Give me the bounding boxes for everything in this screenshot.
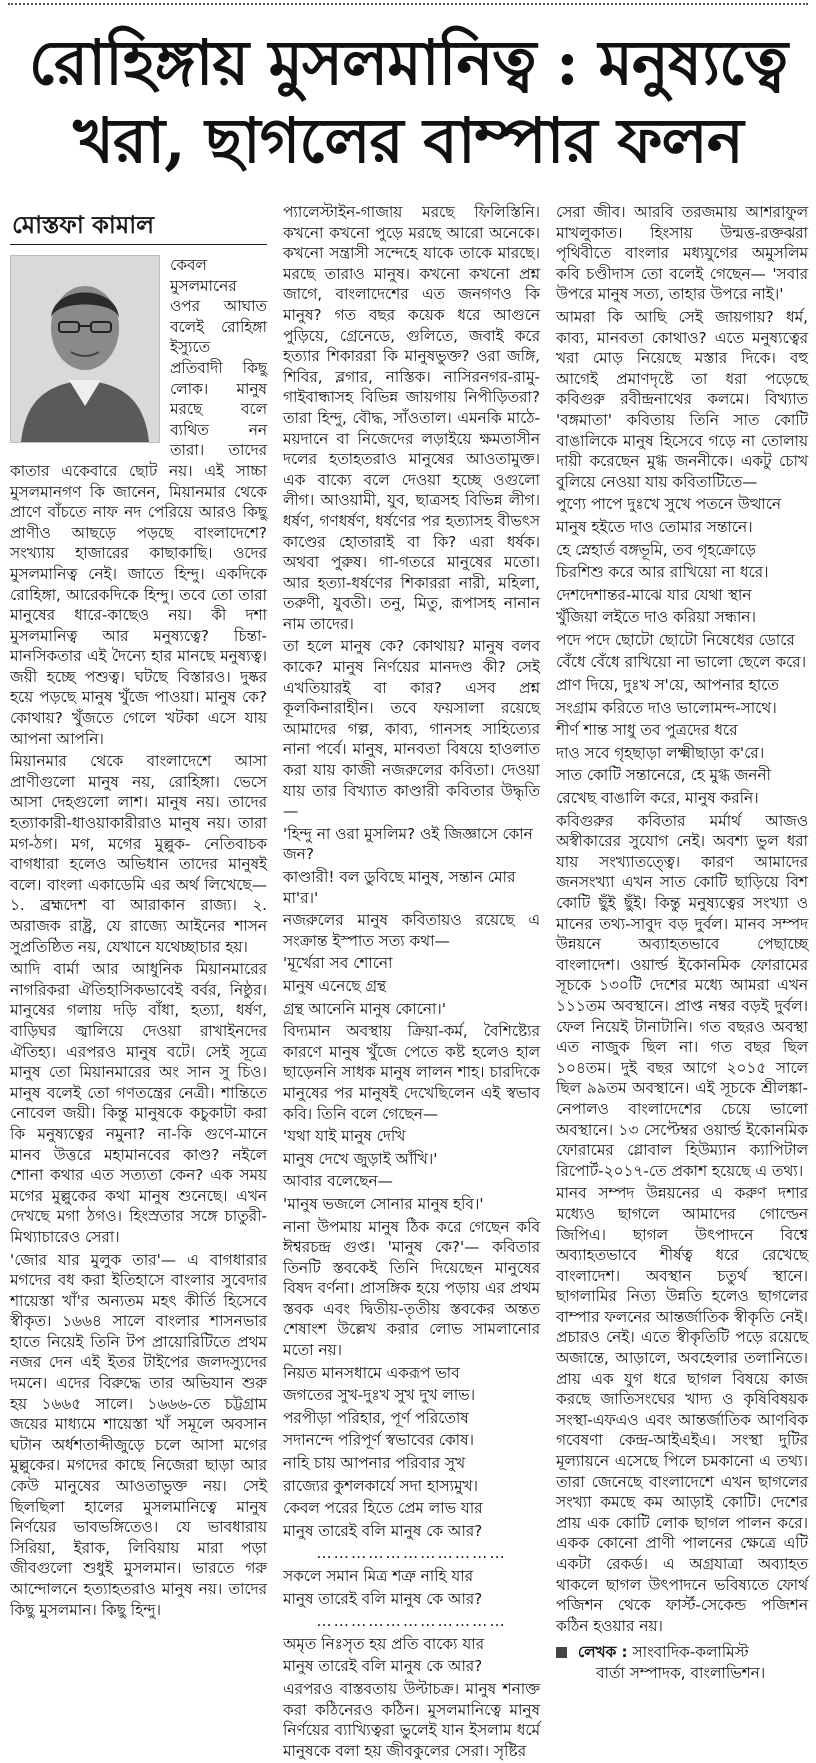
- square-bullet-icon: [556, 1647, 567, 1658]
- col2-poem-line: রাজ্যের কুশলকার্যে সদা হাস্যমুখ।: [283, 1476, 478, 1495]
- top-dotted-rule: [8, 3, 808, 5]
- col2-separator: ……………………………: [316, 1612, 507, 1631]
- col3-poem-line: খুঁজিয়া লইতে দাও করিয়া সন্ধান।: [556, 608, 756, 627]
- col2-quote-line: মানুষ দেখে জুড়াই আঁখি।': [283, 1149, 438, 1168]
- author-photo: [10, 255, 160, 443]
- col2-poem-line: অমৃত নিঃসৃত হয় প্রতি বাক্যে যার: [283, 1634, 484, 1653]
- col3-poem-line: সংগ্রাম করিতে দাও ভালোমন্দ-সাথে।: [556, 698, 777, 717]
- col2-poem-line: নাহি চায় আপনার পরিবার সুখ: [283, 1454, 466, 1473]
- col2-poem-line: কেবল পরের হিতে প্রেম লাভ যার: [283, 1499, 483, 1518]
- col3-poem-line: বেঁধে বেঁধে রাখিয়ো না ভালো ছেলে করে।: [556, 653, 807, 672]
- headline: [10, 24, 806, 180]
- col2-poem-line: পরপীড়া পরিহার, পূর্ণ পরিতোষ: [283, 1408, 469, 1427]
- col2-para-1: প্যালেস্টাইন-গাজায় মরছে ফিলিস্তিনি। কখনো কখনো পুড়ে মরছে আরো অনেকে। কখনো সন্ত্রাসী সন্দেহে যাকে তাকে মারছে। মরছে তারাও মানুষ। কখনো কখনো প্রশ্ন জাগে, বাংলাদেশের এত জনগণও কি মানুষ? গত বছর কয়েক ধরে আগুনে পুড়িয়ে, গ্রেনেডে, গুলিতে, জবাই করে হত্যার শিকাররা কি মানুষভুক্ত? ওরা জঙ্গি, শিবির, ব্লগার, নাস্তিক। নাসিরনগর-রামু-গাইবান্ধাসহ বিভিন্ন জায়গায় নিপীড়িতরা? তারা হিন্দু, বৌদ্ধ, সাঁওতাল। এমনকি মাঠে-ময়দানে বা নিজেদের লড়াইয়ে ক্ষমতাসীন দলের হতাহতরাও মানুষের আওতামুক্ত। এক বাক্যে বলে দেওয়া হচ্ছে ওগুলো লীগ। আওয়ামী, যুব, ছাত্রসহ বিভিন্ন লীগ। ধর্ষণ, গণধর্ষণ, ধর্ষণের পর হত্যাসহ বীভৎস কাণ্ডের হোতারাই বা কি? এরা ধর্ষক। অথবা পুরুষ। গা-গতরে মানুষের মতো। আর হত্যা-ধর্ষণের শিকাররা নারী, মহিলা, তরুণী, যুবতী। তনু, মিতু, রূপাসহ নানান নাম তাদের।: [283, 203, 540, 633]
- col2-mid-text: নজরুলের মানুষ কবিতায়ও রয়েছে এ সংক্রান্ত ইস্পাত সত্য কথা—: [283, 911, 540, 950]
- col2-quote-line: মানুষ এনেছে গ্রন্থ: [283, 976, 387, 995]
- col3-poem-line: পুণ্যে পাপে দুঃখে সুখে পতনে উত্থানে: [556, 495, 782, 514]
- col2-mid-text-2: বিদ্যমান অবস্থায় ক্রিয়া-কর্ম, বৈশিষ্ট্যের কারণে মানুষ খুঁজে পেতে কষ্ট হলেও হাল ছাড়েননি সাধক মানুষ লালন শাহ। চারদিকে মানুষের পর মানুষই দেখেছিলেন এই স্বভাব কবি। তিনি বলে গেছেন—: [283, 1022, 540, 1123]
- col2-poem-line: জগতের সুখ-দুঃখ সুখ দুখ লাভ।: [283, 1386, 476, 1405]
- byline: মোস্তফা কামাল: [12, 210, 155, 239]
- col2-poem-line: মানুষ তারেই বলি মানুষ কে আর?: [283, 1589, 483, 1608]
- column-2: [283, 202, 540, 1763]
- col3-poem-line: রেখেছ বাঙালি করে, মানুষ করনি।: [556, 789, 759, 808]
- headline-line-2: খরা, ছাগলের বাম্পার ফলন: [73, 104, 743, 177]
- credit-label: লেখক :: [577, 1643, 628, 1662]
- col3-poem-line: সাত কোটি সন্তানেরে, হে মুগ্ধ জননী: [556, 766, 771, 785]
- col2-separator: ……………………………: [316, 1544, 507, 1563]
- col3-para-3: কবিগুরুর কবিতার মর্মার্থ আজও অস্বীকারের সুযোগ নেই। অবশ্য ভুল ধরা যায় সংখ্যাতত্ত্বে। কারণ আমাদের জনসংখ্যা এখন সাত কোটি ছাড়িয়ে বিশ কোটি ছুঁই ছুঁই। কিন্তু মনুষ্যত্বের সংখ্যা ও মানের তথ্য-সাবুদ বড় দুর্বল। মানব সম্পদ উন্নয়নে অব্যাহতভাবে পেছাচ্ছে বাংলাদেশ। ওয়ার্ল্ড ইকোনমিক ফোরামের সূচকে ১৩০টি দেশের মধ্যে আমরা এখন ১১১তম অবস্থানে। প্রাপ্ত নম্বর বড়ই দুর্বল। ফেল নিয়েই টানাটানি। গত বছরও অবস্থা এত নাজুক ছিল না। গত বছর ছিল ১০৪তম। দুই বছর আগে ২০১৫ সালে ছিল ৯৯তম অবস্থানে। এই সূচকে শ্রীলঙ্কা-নেপালও বাংলাদেশের চেয়ে ভালো অবস্থানে। ১৩ সেপ্টেম্বর ওয়ার্ল্ড ইকোনমিক ফোরামের গ্লোবাল হিউম্যান ক্যাপিটাল রিপোর্ট-২০১৭-তে প্রকাশ হয়েছে এ তথ্য।: [556, 811, 808, 1180]
- col1-para-4: 'জোর যার মুলুক তার'— এ বাগধারার মগদের বধ করা ইতিহাসে বাংলার সুবেদার শায়েস্তা খাঁ'র অন্যতম মহৎ কীর্তি হিসেবে স্বীকৃত। ১৬৬৪ সালে বাংলার শাসনভার হাতে নিয়েই তিনি টপ প্রায়োরিটিতে প্রথম নজর দেন এই ইতর টাইপের জলদস্যুদের দমনে। এদের বিরুদ্ধে তার অভিযান শুরু হয় ১৬৬৫ সালে। ১৬৬৬-তে চট্টগ্রাম জয়ের মাধ্যমে শায়েস্তা খাঁ সমূলে অবসান ঘটান অর্ধশতাব্দীজুড়ে চলে আসা মগের মুল্লুকের। মগদের কাছে নিজেরা ছাড়া আর কেউ মানুষের আওতাভুক্ত নয়। সেই ছিলছিলা হালের মুসলমানিত্বে মানুষ নির্ণয়ের ভাবভঙ্গিতেও। যে ভাবধারায় সিরিয়া, ইরাক, লিবিয়ায় মারা পড়া জীবগুলো শুধুই মুসলমান। ভারতে গরু আন্দোলনে হত্যাহতরাও মানুষ নয়। তাদের কিছু মুসলমান। কিছু হিন্দু।: [10, 1250, 267, 1619]
- col2-poem-line: সদানন্দে পরিপূর্ণ স্বভাবের কোষ।: [283, 1431, 474, 1450]
- col3-para-4: মানব সম্পদ উন্নয়নের এ করুণ দশার মধ্যেও ছাগলে আমাদের গোল্ডেন জিপিএ। ছাগল উৎপাদনে বিশ্বে অব্যাহতভাবে শীর্ষত্ব ধরে রেখেছে বাংলাদেশ। অবস্থান চতুর্থ স্থানে। ছাগলামির নিত্য উন্নতি হলেও ছাগলের বাম্পার ফলনের আন্তর্জাতিক স্বীকৃতি নেই। প্রচারও নেই। এতে স্বীকৃতিটি পড়ে রয়েছে অজান্তে, আড়ালে, অবহেলার তলানিতে। প্রায় এক যুগ ধরে ছাগল বিষয়ে কাজ করছে জাতিসংঘের খাদ্য ও কৃষিবিষয়ক সংস্থা-এফএও এবং আন্তর্জাতিক আণবিক গবেষণা কেন্দ্র-আইএইএ। সংস্থা দুটির মূল্যায়নে এসেছে পিলে চমকানো এ তথ্য। তারা জেনেছে বাংলাদেশে এখন ছাগলের সংখ্যা কমছে কম আড়াই কোটি। দেশের প্রায় এক কোটি লোক ছাগল পালন করে। একক কোনো প্রাণী পালনের ক্ষেত্রে এটি একটা রেকর্ড। এ অগ্রযাত্রা অব্যাহত থাকলে ছাগল উৎপাদনে ভবিষ্যতে ফোর্থ পজিশন থেকে ফার্স্ট-সেকেন্ড পজিশন কঠিন হওয়ার নয়।: [556, 1184, 808, 1635]
- col2-mid-text-4: নানা উপমায় মানুষ ঠিক করে গেছেন কবি ঈশ্বরচন্দ্র গুপ্ত। 'মানুষ কে?'— কবিতার তিনটি স্তবকেই তিনি দিয়েছেন মানুষের বিষদ বর্ণনা। প্রাসঙ্গিক হয়ে পড়ায় এর প্রথম স্তবক এবং দ্বিতীয়-তৃতীয় স্তবকের অন্তত শেষাংশ উল্লেখ করার লোভ সামলানোর মতো নয়।: [283, 1217, 540, 1360]
- col3-poem-line: দেশদেশান্তর-মাঝে যার যেথা স্থান: [556, 585, 752, 604]
- col3-poem-line: দাও সবে গৃহছাড়া লক্ষ্মীছাড়া ক'রে।: [556, 743, 765, 762]
- col2-poem-line: নিয়ত মানসধামে একরূপ ভাব: [283, 1363, 460, 1382]
- col1-para-2: মিয়ানমার থেকে বাংলাদেশে আসা প্রাণীগুলো মানুষ নয়, রোহিঙ্গা। ভেসে আসা দেহগুলো লাশ। মানুষ নয়। তাদের হত্যাকারী-ধাওয়াকারীরাও মানুষ নয়। তারা মগ-ঠগ। মগ, মগের মুল্লুক- নেতিবাচক বাগধারা হলেও অভিধান তাদের মানুষই বলে। বাংলা একাডেমি এর অর্থ লিখেছে— ১. ব্রহ্মদেশ বা আরাকান রাজ্য। ২. অরাজক রাষ্ট্র, যে রাজ্যে আইনের শাসন সুপ্রতিষ্ঠিত নয়, যেখানে যথেচ্ছাচার হয়।: [10, 752, 267, 956]
- col1-para-3: আদি বার্মা আর আধুনিক মিয়ানমারের নাগরিকরা ঐতিহাসিকভাবেই বর্বর, নিষ্ঠুর। মানুষের গলায় দড়ি বাঁধা, হত্যা, ধর্ষণ, বাড়িঘর জ্বালিয়ে দেওয়া রাখাইনদের ঐতিহ্য। এরপরও মানুষ বটে। সেই সূত্রে মানুষ তো মিয়ানমারের অং সান সু চিও। মানুষ বলেই তো গণতন্ত্রের নেত্রী। শান্তিতে নোবেল জয়ী। কিন্তু মানুষকে কচুকাটা করা কি মনুষ্যত্বের নমুনা? না-কি গুণে-মানে মানব উত্তরে মহামানবের কাণ্ড? নইলে শোনা কথার এত সত্যতা কেন? এক সময় মগের মুল্লুকের কথা মানুষ শুনেছে। এখন দেখছে মগা ঠগও। হিংস্রতার সঙ্গে চাতুরী-মিথ্যাচারেও সেরা।: [10, 960, 267, 1246]
- col3-poem-line: প্রাণ দিয়ে, দুঃখ স'য়ে, আপনার হাতে: [556, 676, 779, 695]
- col2-quote-line: 'মূর্খেরা সব শোনো: [283, 954, 393, 973]
- credit-text-2: বার্তা সম্পাদক, বাংলাভিশন।: [596, 1663, 766, 1682]
- col2-poem-line: মানুষ তারেই বলি মানুষ কে আর?: [283, 1521, 483, 1540]
- col2-mid-text-3: আবার বলেছেন—: [283, 1172, 393, 1191]
- col2-poem-line: সকলে সমান মিত্র শত্রু নাহি যার: [283, 1567, 474, 1585]
- col3-poem-line: শীর্ণ শান্ত সাধু তব পুত্রদের ধরে: [556, 721, 738, 740]
- headline-line-1: রোহিঙ্গায় মুসলমানিত্ব : মনুষ্যত্বে: [28, 26, 788, 99]
- author-portrait-icon: [11, 256, 159, 442]
- col2-quote-line: 'যথা যাই মানুষ দেখি: [283, 1127, 406, 1146]
- credit-text-1: সাংবাদিক-কলামিস্ট: [632, 1643, 749, 1662]
- col3-para-2: আমরা কি আছি সেই জায়গায়? ধর্ম, কাব্য, মানবতা কোথাও? এতে মনুষ্যত্বের খরা মোড় নিয়েছে মস্তার দিকে। বহু আগেই প্রমাণদৃষ্টে তা ধরা পড়েছে কবিগুরু রবীন্দ্রনাথের কলমে। বিখ্যাত 'বঙ্গমাতা' কবিতায় তিনি সাত কোটি বাঙালিকে মানুষ হিসেবে গড়ে না তোলায় দায়ী করেছেন মুগ্ধ জননীকে। একটু চোখ বুলিয়ে নেওয়া যায় কবিতাটিতে—: [556, 307, 808, 491]
- col2-poem-line: মানুষ তারেই বলি মানুষ কে আর?: [283, 1657, 483, 1676]
- col2-quote-line: কাণ্ডারী! বল ডুবিছে মানুষ, সন্তান মোর মা'র।': [283, 868, 516, 907]
- col3-poem-line: চিরশিশু করে আর রাখিয়ো না ধরে।: [556, 563, 769, 582]
- byline-rule: [10, 244, 267, 245]
- col3-para-1: সেরা জীব। আরবি তরজমায় আশরাফুল মাখলুকাত। হিংসায় উন্মত্ত-রক্তঝরা পৃথিবীতে বাংলার মধ্যযুগের অমুসলিম কবি চণ্ডীদাস তো বলেই গেছেন— 'সবার উপরে মানুষ সত্য, তাহার উপরে নাই।': [556, 203, 808, 304]
- col2-end-text: এরপরও বাস্তবতায় উল্টাচক্র। মানুষ শনাক্ত করা কঠিনেরও কঠিন। মুসলমানিত্বে মানুষ নির্ণয়ের ব্যাখ্যিত্বরা ভুলেই যান ইসলাম ধর্মে মানুষকে বলা হয় জীবকুলের সেরা। সৃষ্টির: [283, 1679, 540, 1760]
- col2-quote-line: 'মানুষ ভজলে সোনার মানুষ হবি।': [283, 1194, 484, 1213]
- col3-poem-line: পদে পদে ছোটো ছোটো নিষেধের ডোরে: [556, 630, 795, 649]
- author-credit: [556, 1642, 808, 1683]
- col2-quote-line: গ্রন্থ আনেনি মানুষ কোনো।': [283, 999, 446, 1018]
- col3-poem-line: মানুষ হইতে দাও তোমার সন্তানে।: [556, 517, 753, 536]
- col2-para-2: তা হলে মানুষ কে? কোথায়? মানুষ বলব কাকে? মানুষ নির্ণয়ের মানদণ্ড কী? সেই এখতিয়ারই বা কার? এসব প্রশ্ন কূলকিনারাহীন। তবে ফয়সালা রয়েছে আমাদের গল্প, কাব্য, গানসহ সাহিত্যের নানা পর্বে। মানুষ, মানবতা বিষয়ে হাওলাত করা যায় কাজী নজরুলের কবিতা। দেওয়া যায় তার বিখ্যাত কাণ্ডারী কবিতার উদ্ধৃতি—: [283, 637, 540, 821]
- column-3: [556, 202, 808, 1684]
- col2-quote-line: 'হিন্দু না ওরা মুসলিম? ওই জিজ্ঞাসে কোন জন?: [283, 824, 533, 864]
- col1-para-1: কেবল মুসলমানের ওপর আঘাত বলেই রোহিঙ্গা ইস্যুতে প্রতিবাদী কিছু লোক। মানুষ মরছে বলে ব্যথিত নন তারা। তাদের কাতার একেবারে ছোট নয়। এই সাচ্চা মুসলমানগণ কি জানেন, মিয়ানমার থেকে প্রাণে বাঁচতে নাফ নদ পেরিয়ে আরও কিছু প্রাণীও আছড়ে পড়ছে বাংলাদেশে? সংখ্যায় হাজারের কাছাকাছি। ওদের মুসলমানিত্ব নেই। জাতে হিন্দু। একদিকে রোহিঙ্গা, আরেকদিকে হিন্দু। তবে তো তারা মানুষের ধারে-কাছেও নয়। কী দশা মুসলমানিত্ব আর মনুষ্যত্বে? চিন্তা-মানসিকতার এই দৈন্যে হার মানছে মনুষ্যত্ব। জয়ী হচ্ছে পশুত্ব। ঘটছে বিস্তারও। দুষ্কর হয়ে পড়ছে মানুষ খুঁজে পাওয়া। মানুষ কে? কোথায়? খুঁজতে গেলে খটকা এসে যায় আপনা আপনি।: [10, 256, 267, 748]
- col3-poem-line: হে স্নেহার্ত বঙ্গভূমি, তব গৃহক্রোড়ে: [556, 540, 756, 559]
- column-1: [10, 202, 267, 1622]
